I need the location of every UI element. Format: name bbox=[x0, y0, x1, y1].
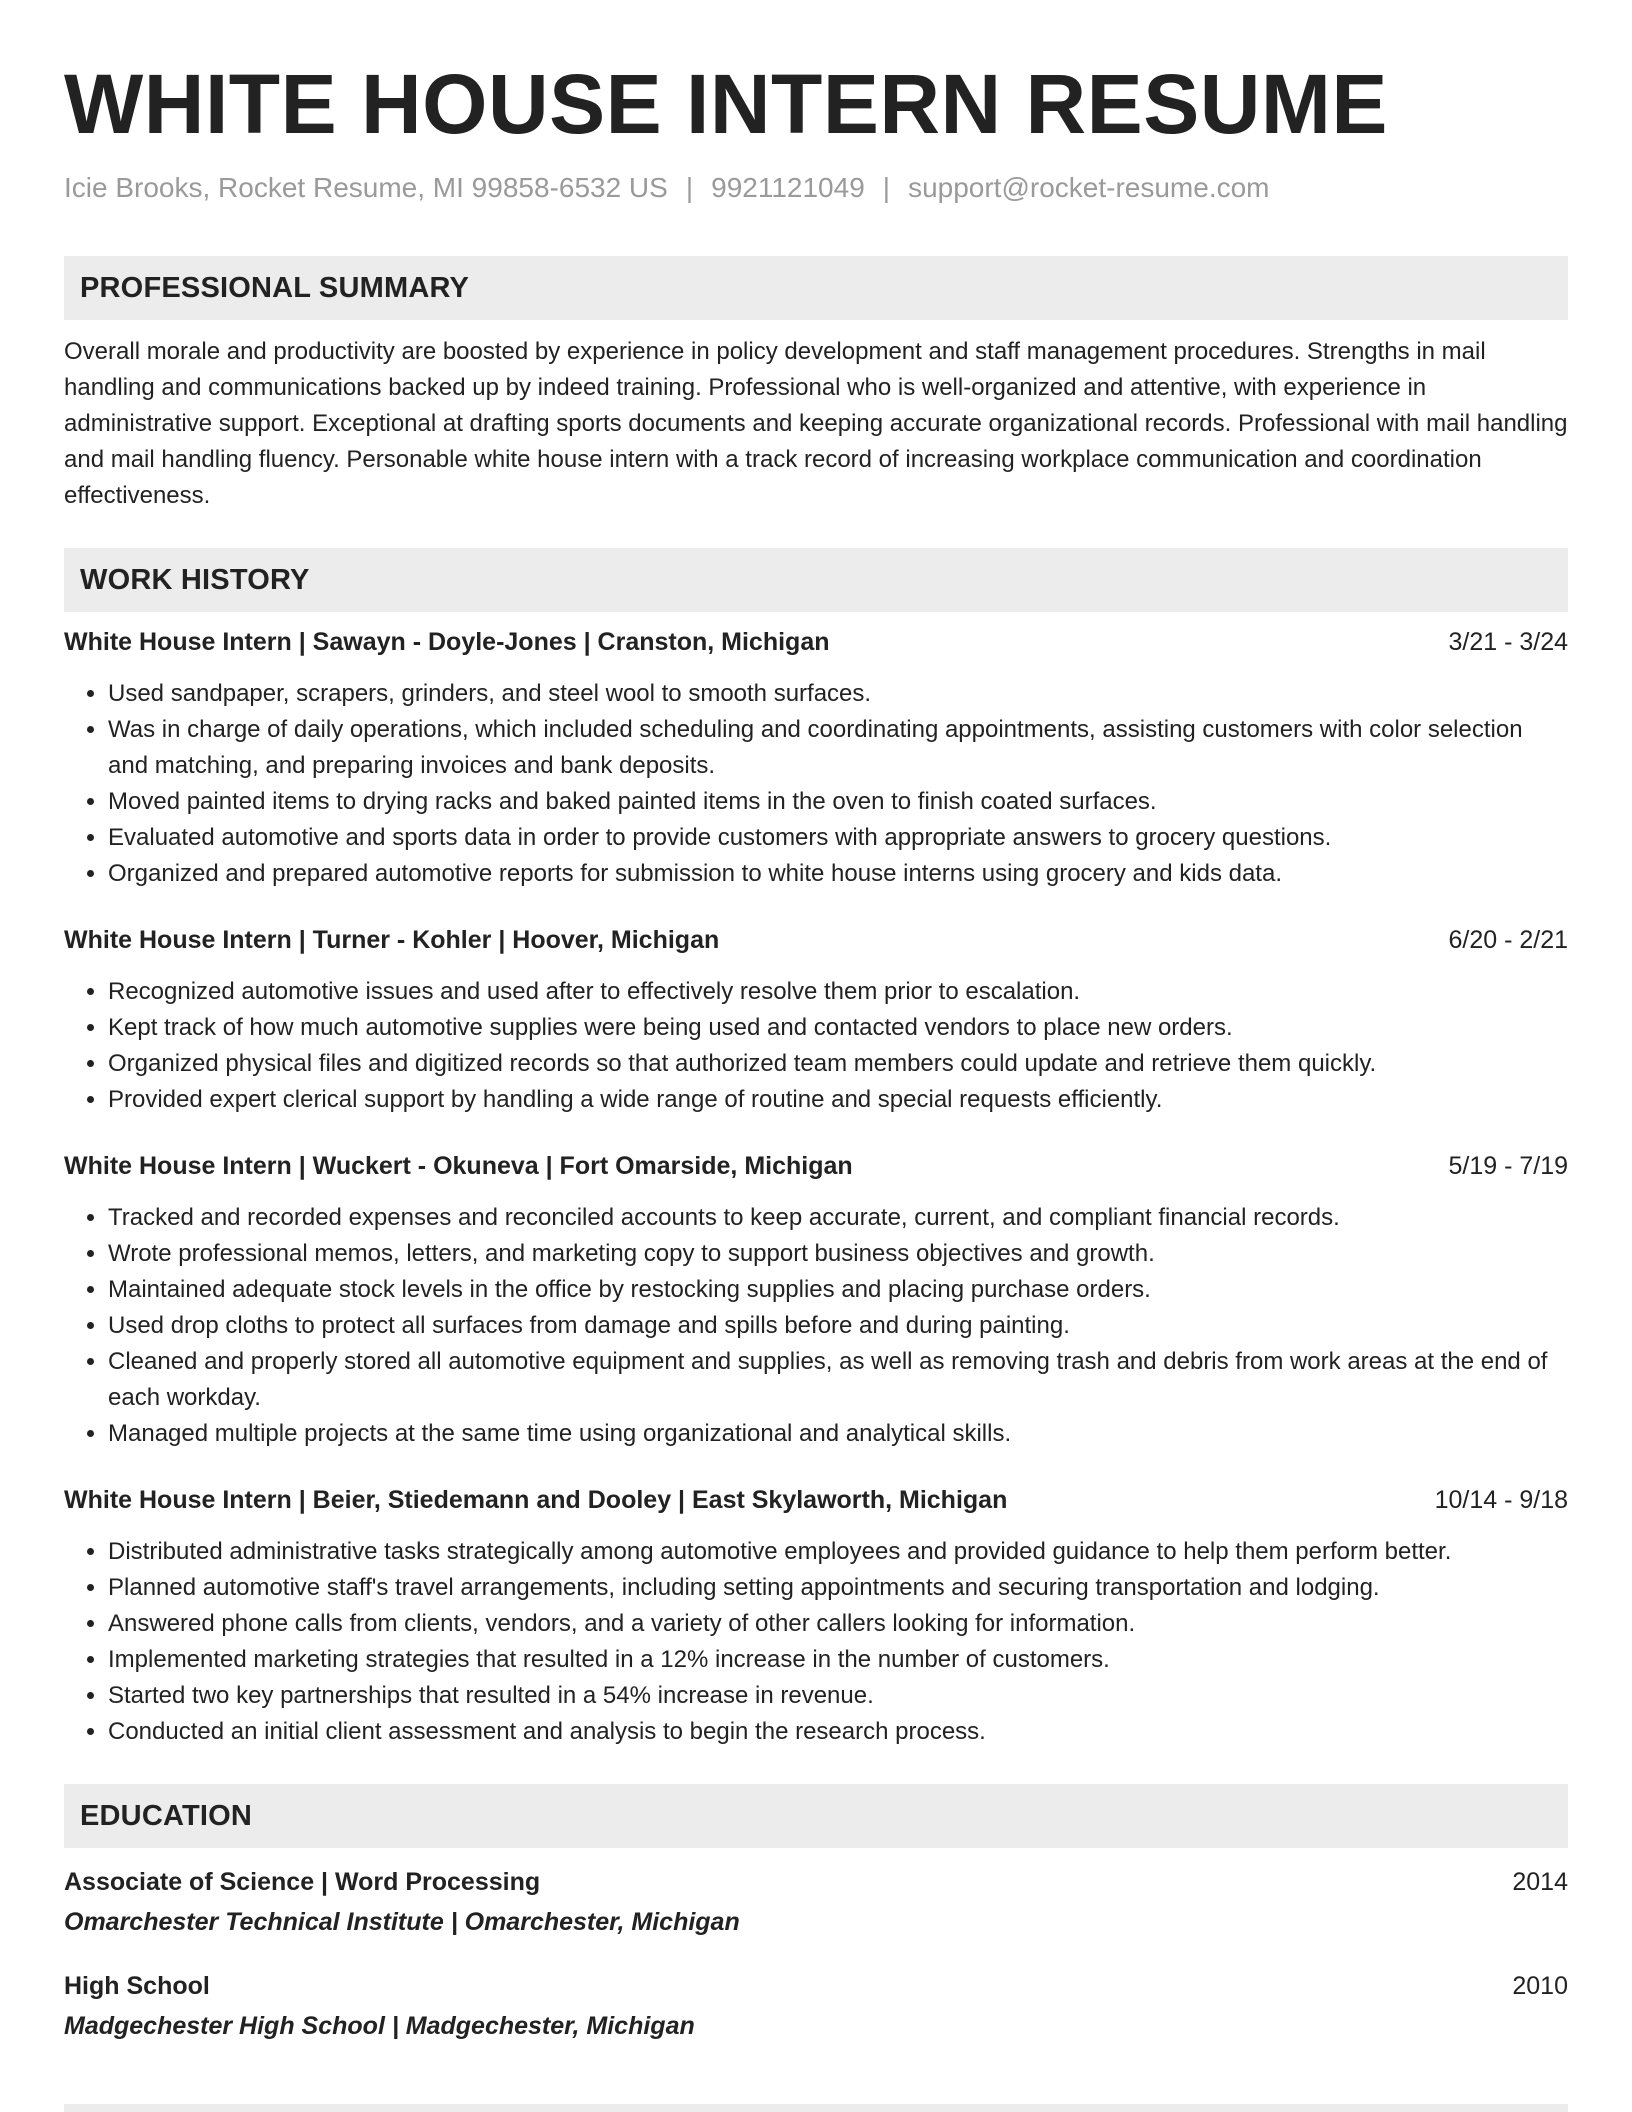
job-bullet: • Distributed administrative tasks strategically among automotive employees and provided guidance to help them perform better. bbox=[108, 1534, 1568, 1570]
job-bullet: • Wrote professional memos, letters, and marketing copy to support business objectives and growth. bbox=[108, 1236, 1568, 1272]
section-heading-work: WORK HISTORY bbox=[64, 548, 1568, 612]
job-bullet: • Was in charge of daily operations, which included scheduling and coordinating appointments, assisting customers with color selection and matching, and preparing invoices and bank deposits. bbox=[108, 712, 1568, 784]
job-bullets bbox=[64, 1200, 1568, 1452]
job-entry bbox=[64, 1482, 1568, 1750]
job-bullet: • Kept track of how much automotive supplies were being used and contacted vendors to place new orders. bbox=[108, 1010, 1568, 1046]
job-title: White House Intern | Wuckert - Okuneva | Fort Omarside, Michigan bbox=[64, 1152, 853, 1180]
bottom-divider bbox=[64, 2104, 1568, 2112]
job-bullet: • Organized physical files and digitized records so that authorized team members could update and retrieve them quickly. bbox=[108, 1046, 1568, 1082]
contact-separator: | bbox=[882, 172, 891, 203]
job-header bbox=[64, 624, 1568, 660]
education-header bbox=[64, 1864, 1568, 1900]
job-header bbox=[64, 1148, 1568, 1184]
summary-text: Overall morale and productivity are boosted by experience in policy development and staff management procedures. Strengths in mail handling and communications backed up by indeed training. Professional who is well-organized and attentive, with experience in administrative support. Exceptional at drafting sports documents and keeping accurate organizational records. Professional with mail handling and mail handling fluency. Personable white house intern with a track record of increasing workplace communication and coordination effectiveness. bbox=[64, 338, 1568, 509]
job-title: White House Intern | Beier, Stiedemann and Dooley | East Skylaworth, Michigan bbox=[64, 1486, 1008, 1514]
job-bullet: • Planned automotive staff's travel arrangements, including setting appointments and securing transportation and lodging. bbox=[108, 1570, 1568, 1606]
job-bullet: • Managed multiple projects at the same time using organizational and analytical skills. bbox=[108, 1416, 1568, 1452]
job-bullet: • Used drop cloths to protect all surfaces from damage and spills before and during painting. bbox=[108, 1308, 1568, 1344]
job-bullet: • Moved painted items to drying racks and baked painted items in the oven to finish coated surfaces. bbox=[108, 784, 1568, 820]
job-header bbox=[64, 1482, 1568, 1518]
education-school: Madgechester High School | Madgechester, Michigan bbox=[64, 2012, 695, 2040]
job-bullet: • Answered phone calls from clients, vendors, and a variety of other callers looking for information. bbox=[108, 1606, 1568, 1642]
resume-title: WHITE HOUSE INTERN RESUME bbox=[64, 57, 1388, 151]
job-dates: 10/14 - 9/18 bbox=[1434, 1486, 1568, 1514]
contact-address: Icie Brooks, Rocket Resume, MI 99858-6532 US bbox=[64, 172, 668, 203]
job-dates: 6/20 - 2/21 bbox=[1448, 926, 1568, 954]
job-bullet: • Evaluated automotive and sports data in order to provide customers with appropriate answers to grocery questions. bbox=[108, 820, 1568, 856]
job-bullet: • Tracked and recorded expenses and reconciled accounts to keep accurate, current, and compliant financial records. bbox=[108, 1200, 1568, 1236]
job-entry bbox=[64, 624, 1568, 892]
education-year: 2010 bbox=[1512, 1972, 1568, 2000]
job-title: White House Intern | Turner - Kohler | Hoover, Michigan bbox=[64, 926, 720, 954]
education-entry bbox=[64, 1968, 1568, 2044]
job-dates: 3/21 - 3/24 bbox=[1448, 628, 1568, 656]
job-bullets bbox=[64, 974, 1568, 1118]
job-bullets bbox=[64, 1534, 1568, 1750]
job-bullet: • Implemented marketing strategies that resulted in a 12% increase in the number of customers. bbox=[108, 1642, 1568, 1678]
section-heading-education: EDUCATION bbox=[64, 1784, 1568, 1848]
job-entry bbox=[64, 922, 1568, 1118]
contact-separator: | bbox=[685, 172, 694, 203]
job-bullet: • Used sandpaper, scrapers, grinders, and steel wool to smooth surfaces. bbox=[108, 676, 1568, 712]
job-title: White House Intern | Sawayn - Doyle-Jones | Cranston, Michigan bbox=[64, 628, 830, 656]
job-entry bbox=[64, 1148, 1568, 1452]
job-bullet: • Provided expert clerical support by handling a wide range of routine and special requests efficiently. bbox=[108, 1082, 1568, 1118]
job-bullet: • Recognized automotive issues and used after to effectively resolve them prior to escalation. bbox=[108, 974, 1568, 1010]
education-section bbox=[64, 1784, 1568, 2044]
work-history-section bbox=[64, 548, 1568, 1750]
resume-page bbox=[64, 0, 1568, 2044]
education-year: 2014 bbox=[1512, 1868, 1568, 1896]
education-school: Omarchester Technical Institute | Omarchester, Michigan bbox=[64, 1908, 740, 1936]
job-header bbox=[64, 922, 1568, 958]
contact-phone: 9921121049 bbox=[711, 172, 865, 203]
contact-email: support@rocket-resume.com bbox=[908, 172, 1270, 203]
job-bullet: • Cleaned and properly stored all automotive equipment and supplies, as well as removing trash and debris from work areas at the end of each workday. bbox=[108, 1344, 1568, 1416]
education-degree: High School bbox=[64, 1972, 210, 2000]
section-heading-summary: PROFESSIONAL SUMMARY bbox=[64, 256, 1568, 320]
education-degree: Associate of Science | Word Processing bbox=[64, 1868, 541, 1896]
education-header bbox=[64, 1968, 1568, 2004]
professional-summary-section bbox=[64, 256, 1568, 514]
job-bullet: • Maintained adequate stock levels in the office by restocking supplies and placing purchase orders. bbox=[108, 1272, 1568, 1308]
education-entry bbox=[64, 1864, 1568, 1940]
job-dates: 5/19 - 7/19 bbox=[1448, 1152, 1568, 1180]
job-bullets bbox=[64, 676, 1568, 892]
job-bullet: • Organized and prepared automotive reports for submission to white house interns using grocery and kids data. bbox=[108, 856, 1568, 892]
job-bullet: • Conducted an initial client assessment and analysis to begin the research process. bbox=[108, 1714, 1568, 1750]
job-bullet: • Started two key partnerships that resulted in a 54% increase in revenue. bbox=[108, 1678, 1568, 1714]
contact-line bbox=[64, 170, 1568, 206]
